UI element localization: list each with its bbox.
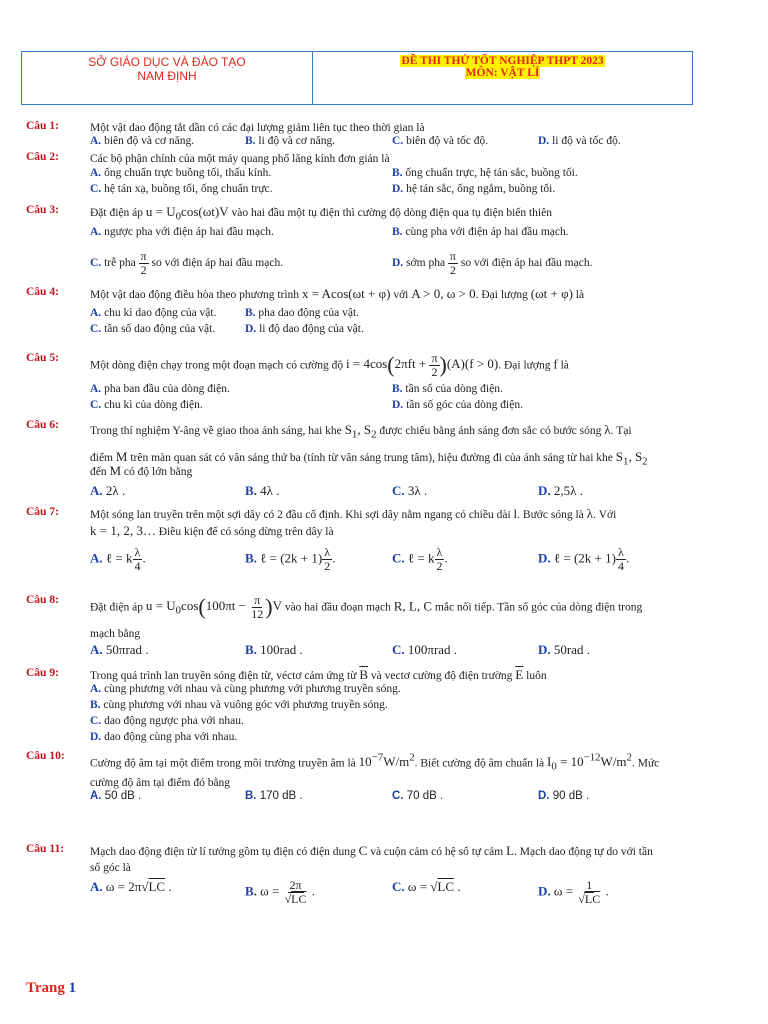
option-b[interactable]: B. pha dao động của vật. (245, 307, 360, 319)
option-d[interactable]: D. sớm pha $\frac{\pi}{2}$ so với điện áp hai đầu mạch. (392, 249, 593, 277)
question-number: Câu 5: (26, 352, 59, 364)
question-text: Mạch dao động điện từ lí tưởng gồm tụ điện có điện dung C và cuộn cảm có hệ số tự cảm L. Mạch dao động tự do với tần số góc là (90, 843, 653, 874)
voltage-formula: $u = U_0\cos(\omega t)V$ (145, 204, 229, 223)
option-b[interactable]: B. li độ và cơ năng. (245, 135, 336, 147)
option-d[interactable]: D. tần số góc của dòng điện. (392, 399, 523, 411)
option-b[interactable]: B. 4λ . (245, 483, 280, 498)
question-number: Câu 9: (26, 667, 59, 679)
option-d[interactable]: D. dao động cùng pha với nhau. (90, 731, 238, 743)
option-a[interactable]: A. pha ban đầu của dòng điện. (90, 383, 230, 395)
option-a[interactable]: A. ống chuẩn trực buồng tối, thấu kính. (90, 167, 272, 179)
oscillation-formula: x = Acos(ωt + φ) (301, 286, 391, 301)
title-line1: ĐỀ THI THỬ TỐT NGHIỆP THPT 2023 (401, 55, 604, 67)
option-a[interactable]: A. 50 dB . (90, 790, 142, 802)
option-d[interactable]: D. ω = $\frac{1}{√LC}$ . (538, 878, 609, 906)
option-a[interactable]: A. ℓ = k $\frac{\lambda}{4}$ . (90, 545, 146, 573)
question-text-cont: mạch bằng (90, 628, 141, 640)
option-b[interactable]: B. tần số của dòng điện. (392, 383, 503, 395)
option-a[interactable]: A. 2λ . (90, 483, 126, 498)
option-c[interactable]: C. hệ tán xạ, buồng tối, ống chuẩn trực. (90, 183, 273, 195)
option-d[interactable]: D. 50rad . (538, 642, 590, 657)
option-b[interactable]: B. 100rad . (245, 642, 303, 657)
question-text-cont: đến M có độ lớn bằng (90, 463, 193, 478)
option-d[interactable]: D. 90 dB . (538, 790, 590, 802)
header-title (313, 52, 692, 104)
option-c[interactable]: C. ω = √LC . (392, 879, 461, 894)
option-b[interactable]: B. cùng phương với nhau và vuông góc với phương truyền sóng. (90, 699, 388, 711)
question-text: Một vật dao động điều hòa theo phương trình x = Acos(ωt + φ) với A > 0, ω > 0. Đại lượng (ωt + φ) là (90, 286, 585, 301)
question-text: Một vật dao động tắt dần có các đại lượng giảm liên tục theo thời gian là (90, 122, 425, 134)
question-number: Câu 7: (26, 506, 59, 518)
title-line2: MÔN: VẬT LÍ (465, 67, 540, 79)
option-d[interactable]: D. li độ và tốc độ. (538, 135, 621, 147)
option-c[interactable]: C. 3λ . (392, 483, 428, 498)
option-a[interactable]: A. cùng phương với nhau và cùng phương với phương truyền sóng. (90, 683, 401, 695)
header-organization (22, 52, 313, 104)
question-text: Một sóng lan truyền trên một sợi dây có 2 đầu cố định. Khi sợi dây nằm ngang có chiều dài l. Bước sóng là λ. Với k = 1, 2, 3… Điều kiện để có sóng dừng trên dây là (90, 506, 617, 538)
current-formula: i = 4cos(2πft + $\frac{\pi}{2}$ )(A)(f > 0) (346, 351, 499, 379)
question-number: Câu 3: (26, 204, 59, 216)
option-c[interactable]: C. trễ pha $\frac{\pi}{2}$ so với điện áp hai đầu mạch. (90, 249, 284, 277)
option-a[interactable]: A. 50πrad . (90, 642, 149, 657)
option-b[interactable]: B. cùng pha với điện áp hai đầu mạch. (392, 226, 569, 238)
option-a[interactable]: A. biên độ và cơ năng. (90, 135, 195, 147)
option-d[interactable]: D. ℓ = (2k + 1) $\frac{\lambda}{4}$ . (538, 545, 630, 573)
option-c[interactable]: C. ℓ = k $\frac{\lambda}{2}$ . (392, 545, 448, 573)
voltage-formula: $u = U_0\cos(100\pi t$ − $\frac{\pi}{12}$ )V (145, 593, 282, 621)
org-line2: NAM ĐỊNH (137, 69, 197, 83)
option-c[interactable]: C. tần số dao động của vật. (90, 323, 216, 335)
option-a[interactable]: A. chu kì dao động của vật. (90, 307, 217, 319)
question-text: Một dòng điện chạy trong một đoạn mạch có cường độ i = 4cos(2πft + $\frac{\pi}{2}$ )(A)(f > 0). Đại lượng f là (90, 351, 569, 379)
option-b[interactable]: B. ω = $\frac{2\pi}{√LC}$ . (245, 878, 315, 906)
question-number: Câu 1: (26, 120, 59, 132)
option-a[interactable]: A. ngược pha với điện áp hai đầu mạch. (90, 226, 274, 238)
option-d[interactable]: D. hệ tán sắc, ống ngắm, buồng tối. (392, 183, 556, 195)
question-text: Đặt điện áp $u = U_0\cos(\omega t)V$ vào hai đầu một tụ điện thì cường độ dòng điện qua tụ điện biến thiên (90, 204, 552, 223)
exam-header (21, 51, 693, 105)
option-d[interactable]: D. li độ dao động của vật. (245, 323, 364, 335)
option-b[interactable]: B. 170 dB . (245, 790, 303, 802)
option-c[interactable]: C. 100πrad . (392, 642, 458, 657)
question-number: Câu 6: (26, 419, 59, 431)
question-text: Cường độ âm tại một điểm trong môi trường truyền âm là $10^{-7}W/m^2$. Biết cường độ âm chuẩn là $I_0 = 10^{-12}W/m^2$. Mức cường độ âm tại điểm đó bằng (90, 752, 660, 789)
question-text: Trong thí nghiệm Y-âng về giao thoa ánh sáng, hai khe $S_1$, $S_2$ được chiếu bằng ánh sáng đơn sắc có bước sóng λ. Tại điểm M trên màn quan sát có vân sáng thứ ba (tính từ vân sáng trung tâm), hiệu đường đi của ánh sáng từ hai khe $S_1$, $S_2$ (90, 422, 648, 468)
page-number: Trang 1 (26, 980, 77, 996)
question-text: Trong quá trình lan truyền sóng điện từ, véctơ cảm ứng từ $\overline{B}$ và vectơ cường độ điện trường $\overline{E}$ luôn (90, 667, 547, 682)
question-number: Câu 8: (26, 594, 59, 606)
option-c[interactable]: C. chu kì của dòng điện. (90, 399, 203, 411)
option-a[interactable]: A. ω = 2π√LC . (90, 879, 172, 894)
question-text: Các bộ phận chính của một máy quang phổ lăng kính đơn giản là (90, 153, 390, 165)
org-line1: SỞ GIÁO DỤC VÀ ĐÀO TẠO (88, 55, 246, 69)
question-number: Câu 4: (26, 286, 59, 298)
question-number: Câu 2: (26, 151, 59, 163)
option-b[interactable]: B. ống chuẩn trực, hệ tán sắc, buồng tối. (392, 167, 578, 179)
option-b[interactable]: B. ℓ = (2k + 1) $\frac{\lambda}{2}$ . (245, 545, 336, 573)
option-c[interactable]: C. biên độ và tốc độ. (392, 135, 489, 147)
question-number: Câu 10: (26, 750, 65, 762)
question-text: Đặt điện áp $u = U_0\cos(100\pi t$ − $\frac{\pi}{12}$ )V vào hai đầu đoạn mạch R, L, C mắc nối tiếp. Tần số góc của dòng điện trong (90, 593, 643, 621)
option-c[interactable]: C. 70 dB . (392, 790, 444, 802)
option-c[interactable]: C. dao động ngược pha với nhau. (90, 715, 244, 727)
question-number: Câu 11: (26, 843, 65, 855)
option-d[interactable]: D. 2,5λ . (538, 483, 583, 498)
